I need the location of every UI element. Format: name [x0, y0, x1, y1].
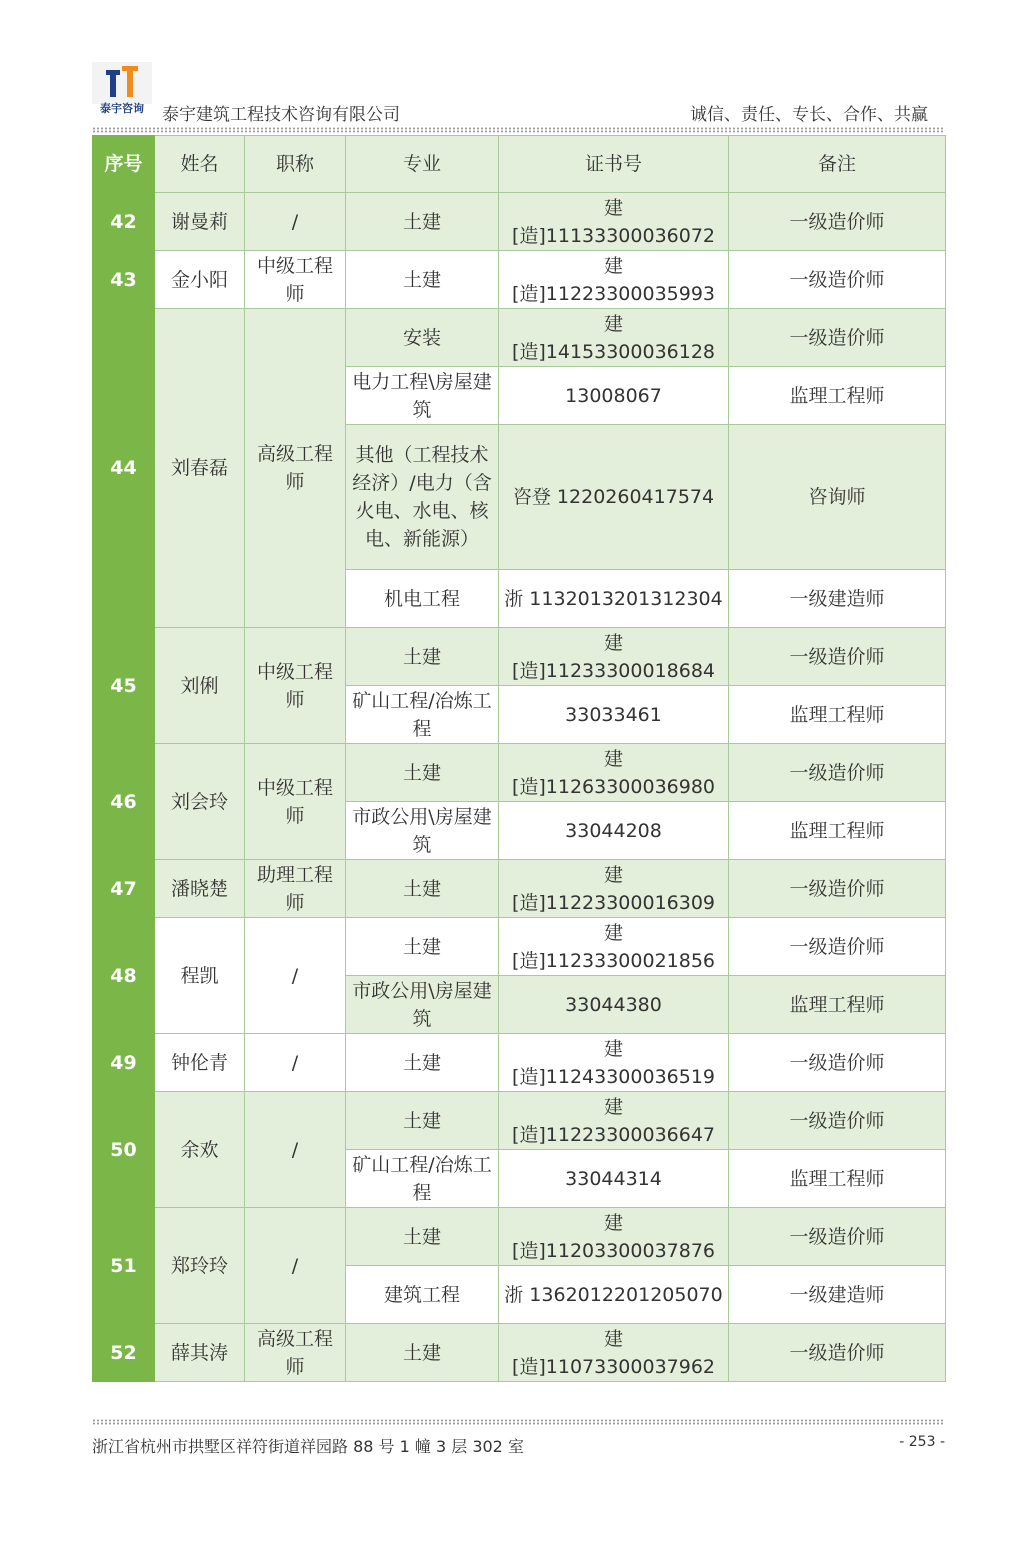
major-cell: 土建: [346, 193, 499, 251]
cert-cell: 建[造]11243300036519: [499, 1034, 729, 1092]
major-cell: 矿山工程/冶炼工程: [346, 1150, 499, 1208]
title-cell: 高级工程师: [245, 1324, 346, 1382]
title-cell: 中级工程师: [245, 628, 346, 744]
note-cell: 一级建造师: [729, 1266, 946, 1324]
major-cell: 土建: [346, 860, 499, 918]
table-row: [93, 193, 946, 251]
cert-cell: 建[造]11223300035993: [499, 251, 729, 309]
cert-cell: 咨登 1220260417574: [499, 425, 729, 570]
company-name: 泰宇建筑工程技术咨询有限公司: [162, 105, 400, 125]
title-cell: /: [245, 1092, 346, 1208]
name-cell: 薛其涛: [155, 1324, 245, 1382]
logo-text: 泰宇咨询: [100, 102, 144, 115]
note-cell: 监理工程师: [729, 976, 946, 1034]
major-cell: 土建: [346, 918, 499, 976]
title-cell: /: [245, 1034, 346, 1092]
major-cell: 土建: [346, 1092, 499, 1150]
footer-divider: [92, 1419, 945, 1425]
name-cell: 钟伦青: [155, 1034, 245, 1092]
page-number: - 253 -: [899, 1434, 945, 1450]
logo-icon: [92, 62, 152, 104]
name-cell: 郑玲玲: [155, 1208, 245, 1324]
cert-cell: 33044208: [499, 802, 729, 860]
note-cell: 监理工程师: [729, 1150, 946, 1208]
major-cell: 土建: [346, 1208, 499, 1266]
table-row: [93, 309, 946, 367]
seq-cell: 45: [93, 628, 155, 744]
table-row: [93, 1092, 946, 1150]
table-header-row: [93, 136, 946, 193]
cert-cell: 建[造]14153300036128: [499, 309, 729, 367]
table-row: [93, 1034, 946, 1092]
seq-cell: 47: [93, 860, 155, 918]
seq-cell: 51: [93, 1208, 155, 1324]
note-cell: 一级造价师: [729, 1324, 946, 1382]
major-cell: 电力工程\房屋建筑: [346, 367, 499, 425]
note-cell: 一级造价师: [729, 628, 946, 686]
note-cell: 一级造价师: [729, 193, 946, 251]
note-cell: 一级造价师: [729, 918, 946, 976]
cert-cell: 建[造]11203300037876: [499, 1208, 729, 1266]
note-cell: 一级造价师: [729, 744, 946, 802]
cert-cell: 建[造]11233300021856: [499, 918, 729, 976]
title-cell: /: [245, 918, 346, 1034]
table-row: [93, 1208, 946, 1266]
title-cell: /: [245, 1208, 346, 1324]
page-header: [92, 62, 945, 132]
title-cell: 中级工程师: [245, 744, 346, 860]
table-row: [93, 628, 946, 686]
major-cell: 土建: [346, 251, 499, 309]
name-cell: 刘春磊: [155, 309, 245, 628]
table-row: [93, 918, 946, 976]
major-cell: 安装: [346, 309, 499, 367]
major-cell: 土建: [346, 1324, 499, 1382]
major-cell: 市政公用\房屋建筑: [346, 802, 499, 860]
staff-table: [92, 135, 946, 1382]
name-cell: 余欢: [155, 1092, 245, 1208]
column-header-title: 职称: [245, 136, 346, 193]
column-header-name: 姓名: [155, 136, 245, 193]
major-cell: 土建: [346, 1034, 499, 1092]
note-cell: 监理工程师: [729, 802, 946, 860]
major-cell: 市政公用\房屋建筑: [346, 976, 499, 1034]
title-cell: /: [245, 193, 346, 251]
table-row: [93, 1324, 946, 1382]
cert-cell: 建[造]11133300036072: [499, 193, 729, 251]
name-cell: 金小阳: [155, 251, 245, 309]
major-cell: 土建: [346, 628, 499, 686]
name-cell: 刘会玲: [155, 744, 245, 860]
title-cell: 高级工程师: [245, 309, 346, 628]
seq-cell: 49: [93, 1034, 155, 1092]
note-cell: 一级造价师: [729, 1208, 946, 1266]
title-cell: 助理工程师: [245, 860, 346, 918]
title-cell: 中级工程师: [245, 251, 346, 309]
column-header-seq: 序号: [93, 136, 155, 193]
note-cell: 监理工程师: [729, 367, 946, 425]
table-row: [93, 860, 946, 918]
cert-cell: 建[造]11223300016309: [499, 860, 729, 918]
cert-cell: 浙 1362012201205070: [499, 1266, 729, 1324]
note-cell: 监理工程师: [729, 686, 946, 744]
name-cell: 程凯: [155, 918, 245, 1034]
cert-cell: 33044314: [499, 1150, 729, 1208]
cert-cell: 建[造]11073300037962: [499, 1324, 729, 1382]
column-header-note: 备注: [729, 136, 946, 193]
major-cell: 机电工程: [346, 570, 499, 628]
footer-address: 浙江省杭州市拱墅区祥符街道祥园路 88 号 1 幢 3 层 302 室: [92, 1437, 524, 1456]
seq-cell: 43: [93, 251, 155, 309]
name-cell: 刘俐: [155, 628, 245, 744]
seq-cell: 44: [93, 309, 155, 628]
cert-cell: 33044380: [499, 976, 729, 1034]
seq-cell: 48: [93, 918, 155, 1034]
cert-cell: 建[造]11233300018684: [499, 628, 729, 686]
table-row: [93, 251, 946, 309]
name-cell: 谢曼莉: [155, 193, 245, 251]
seq-cell: 42: [93, 193, 155, 251]
seq-cell: 52: [93, 1324, 155, 1382]
cert-cell: 浙 1132013201312304: [499, 570, 729, 628]
cert-cell: 33033461: [499, 686, 729, 744]
note-cell: 一级造价师: [729, 1092, 946, 1150]
note-cell: 一级造价师: [729, 1034, 946, 1092]
major-cell: 土建: [346, 744, 499, 802]
header-divider: [92, 127, 945, 133]
company-slogan: 诚信、责任、专长、合作、共赢: [690, 105, 928, 125]
note-cell: 一级建造师: [729, 570, 946, 628]
company-logo: [92, 62, 152, 104]
note-cell: 咨询师: [729, 425, 946, 570]
major-cell: 矿山工程/冶炼工程: [346, 686, 499, 744]
cert-cell: 13008067: [499, 367, 729, 425]
name-cell: 潘晓楚: [155, 860, 245, 918]
note-cell: 一级造价师: [729, 860, 946, 918]
seq-cell: 50: [93, 1092, 155, 1208]
note-cell: 一级造价师: [729, 309, 946, 367]
note-cell: 一级造价师: [729, 251, 946, 309]
cert-cell: 建[造]11263300036980: [499, 744, 729, 802]
column-header-cert: 证书号: [499, 136, 729, 193]
seq-cell: 46: [93, 744, 155, 860]
cert-cell: 建[造]11223300036647: [499, 1092, 729, 1150]
major-cell: 其他（工程技术经济）/电力（含火电、水电、核电、新能源）: [346, 425, 499, 570]
major-cell: 建筑工程: [346, 1266, 499, 1324]
column-header-major: 专业: [346, 136, 499, 193]
table-row: [93, 744, 946, 802]
